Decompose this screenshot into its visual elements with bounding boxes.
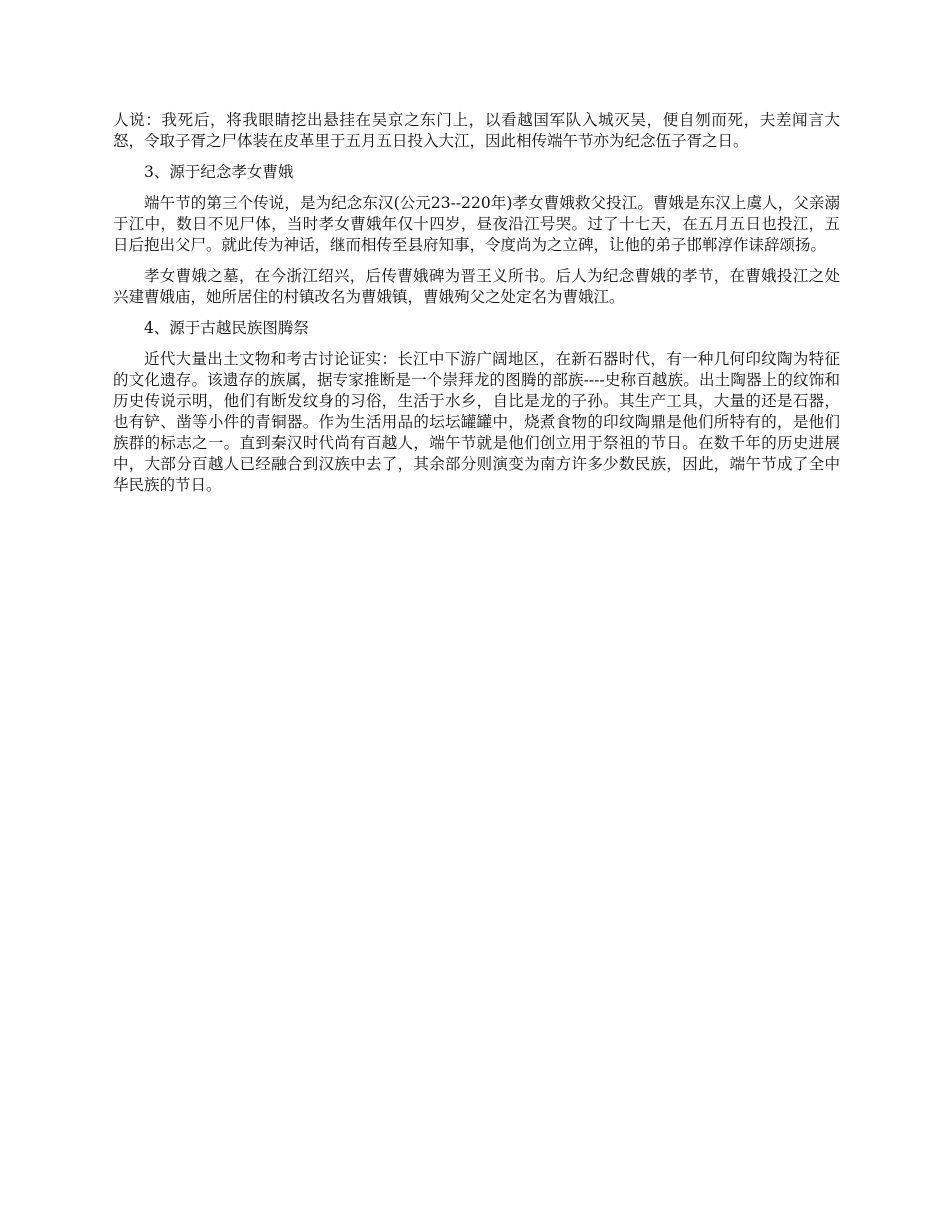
- paragraph-cao-e-legend: 端午节的第三个传说，是为纪念东汉(公元23--220年)孝女曹娥救父投江。曹娥是东汉上虞人，父亲溺于江中，数日不见尸体，当时孝女曹娥年仅十四岁，昼夜沿江号哭。过了十七天，在五月五日也投江，五日后抱出父尸。就此传为神话，继而相传至县府知事，令度尚为之立碑，让他的弟子邯郸淳作诔辞颂扬。: [113, 194, 840, 254]
- paragraph-continuation: 人说：我死后，将我眼睛挖出悬挂在吴京之东门上，以看越国军队入城灭吴，便自刎而死，夫差闻言大怒，令取子胥之尸体装在皮革里于五月五日投入大江，因此相传端午节亦为纪念伍子胥之日。: [113, 111, 840, 150]
- document-page: [113, 110, 840, 506]
- paragraph-baiyue-totem: 近代大量出土文物和考古讨论证实：长江中下游广阔地区，在新石器时代，有一种几何印纹陶为特征的文化遗存。该遗存的族属，据专家推断是一个崇拜龙的图腾的部族----史称百越族。出土陶器上的纹饰和历史传说示明，他们有断发纹身的习俗，生活于水乡，自比是龙的子孙。其生产工具，大量的还是石器，也有铲、凿等小件的青铜器。作为生活用品的坛坛罐罐中，烧煮食物的印纹陶鼎是他们所特有的，是他们族群的标志之一。直到秦汉时代尚有百越人，端午节就是他们创立用于祭祖的节日。在数千年的历史进展中，大部分百越人已经融合到汉族中去了，其余部分则演变为南方许多少数民族，因此，端午节成了全中华民族的节日。: [113, 350, 840, 494]
- paragraph-cao-e-tomb: 孝女曹娥之墓，在今浙江绍兴，后传曹娥碑为晋王义所书。后人为纪念曹娥的孝节，在曹娥投江之处兴建曹娥庙，她所居住的村镇改名为曹娥镇，曹娥殉父之处定名为曹娥江。: [113, 267, 840, 306]
- section-heading-3: 3、源于纪念孝女曹娥: [144, 163, 294, 181]
- section-heading-4: 4、源于古越民族图腾祭: [144, 319, 309, 337]
